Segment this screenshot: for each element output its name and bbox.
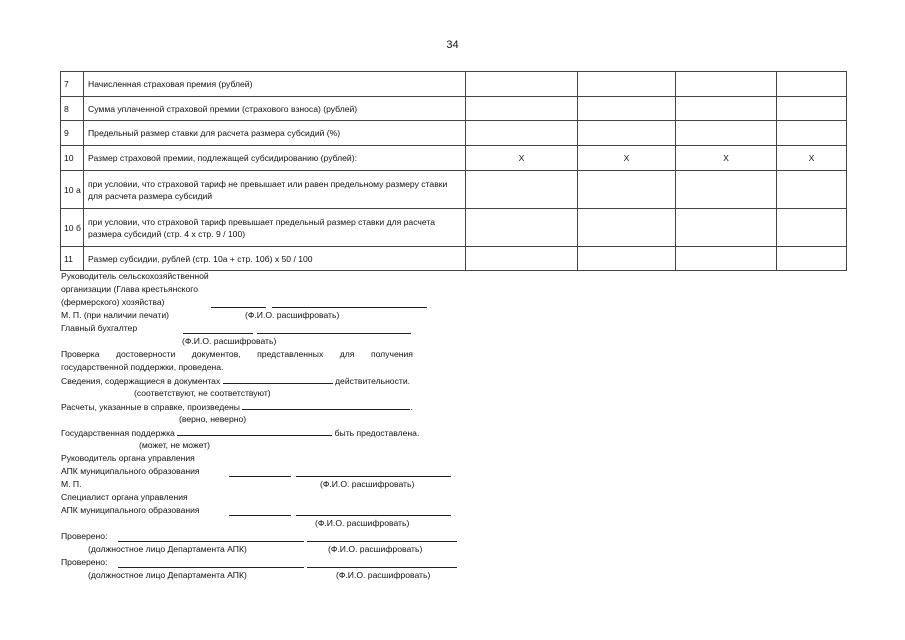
value-cell[interactable] [777,72,847,97]
subsidy-calculation-table [60,71,847,271]
value-cell[interactable] [676,171,777,209]
official-line[interactable] [118,532,304,542]
table-row [61,146,847,171]
row-number: 7 [61,72,84,97]
table-row [61,171,847,209]
value-cell[interactable] [777,247,847,271]
signature-line[interactable] [211,298,266,308]
specialist-label-2: АПК муниципального образования [61,505,200,515]
name-line[interactable] [296,506,451,516]
info-fill-line[interactable] [223,374,333,384]
value-cell[interactable] [777,171,847,209]
value-cell[interactable] [466,121,578,146]
calc-suffix: . [410,402,413,412]
row-label: Размер субсидии, рублей (стр. 10а + стр. 10б) x 50 / 100 [84,247,466,271]
value-cell[interactable] [578,97,676,121]
row-number: 10 [61,146,84,171]
info-hint: (соответствуют, не соответствуют) [134,388,271,398]
value-cell[interactable] [466,247,578,271]
row-label: Размер страховой премии, подлежащей субсидированию (рублей): [84,146,466,171]
name-line[interactable] [257,324,411,334]
value-cell[interactable] [466,72,578,97]
value-cell[interactable] [676,72,777,97]
value-cell[interactable] [676,121,777,146]
calc-hint: (верно, неверно) [179,414,247,424]
row-label: при условии, что страховой тариф превышает предельный размер ставки для расчета размера субсидий (стр. 4 x стр. 9 / 100) [84,209,466,247]
calc-fill-line[interactable] [242,400,413,412]
value-cell[interactable] [777,97,847,121]
apk-head-label-1: Руководитель органа управления [61,453,195,463]
official-line[interactable] [118,558,304,568]
table-row [61,121,847,146]
row-number: 9 [61,121,84,146]
value-cell[interactable] [777,121,847,146]
value-cell[interactable] [578,247,676,271]
value-cell[interactable] [578,121,676,146]
chief-accountant-label: Главный бухгалтер [61,323,138,333]
value-cell[interactable] [578,72,676,97]
fio-hint: (Ф.И.О. расшифровать) [328,544,423,554]
support-hint: (может, не может) [139,440,210,450]
table-row [61,97,847,121]
name-line[interactable] [307,558,457,568]
check-statement-2: государственной поддержки, проведена. [61,362,224,372]
value-cell[interactable] [578,171,676,209]
row-label: Начисленная страховая премия (рублей) [84,72,466,97]
info-label: Сведения, содержащиеся в документах [61,376,221,386]
row-number: 8 [61,97,84,121]
row-label: при условии, что страховой тариф не превышает или равен предельному размеру ставки для расчета размера субсидий [84,171,466,209]
support-fill-line[interactable] [177,426,332,436]
signature-block [61,270,481,582]
checked-label: Проверено: [61,557,108,567]
row-label: Предельный размер ставки для расчета размера субсидий (%) [84,121,466,146]
row-number: 10 а [61,171,84,209]
check-statement: Проверка достоверности документов, представленных для получения [61,349,413,359]
value-cell[interactable] [676,247,777,271]
stamp-label: М. П. [61,479,82,489]
value-cell[interactable] [466,209,578,247]
checked-label: Проверено: [61,531,108,541]
fio-hint: (Ф.И.О. расшифровать) [245,310,340,320]
value-cell[interactable] [676,209,777,247]
page-number: 34 [446,39,459,51]
info-suffix: действительности. [335,376,411,386]
fio-hint: (Ф.И.О. расшифровать) [336,570,431,580]
support-label: Государственная поддержка [61,428,175,438]
row-label: Сумма уплаченной страховой премии (страхового взноса) (рублей) [84,97,466,121]
value-cell[interactable] [466,171,578,209]
table-row [61,72,847,97]
value-cell[interactable]: X [777,146,847,171]
apk-head-label-2: АПК муниципального образования [61,466,200,476]
name-line[interactable] [296,467,451,477]
value-cell[interactable] [466,97,578,121]
head-label-2: организации (Глава крестьянского [61,284,199,294]
fio-hint: (Ф.И.О. расшифровать) [315,518,410,528]
official-hint: (должностное лицо Департамента АПК) [88,544,247,554]
stamp-note: М. П. (при наличии печати) [61,310,169,320]
signature-line[interactable] [229,467,291,477]
official-hint: (должностное лицо Департамента АПК) [88,570,247,580]
head-label-1: Руководитель сельскохозяйственной [61,271,209,281]
value-cell[interactable]: X [578,146,676,171]
row-number: 10 б [61,209,84,247]
name-line[interactable] [272,298,427,308]
fio-hint: (Ф.И.О. расшифровать) [320,479,415,489]
value-cell[interactable]: X [676,146,777,171]
value-cell[interactable]: X [466,146,578,171]
value-cell[interactable] [676,97,777,121]
value-cell[interactable] [578,209,676,247]
name-line[interactable] [307,532,457,542]
calc-label: Расчеты, указанные в справке, произведены [61,402,240,412]
value-cell[interactable] [777,209,847,247]
row-number: 11 [61,247,84,271]
table-row [61,247,847,271]
head-label-3: (фермерского) хозяйства) [61,297,165,307]
signature-line[interactable] [183,324,253,334]
table-row [61,209,847,247]
support-suffix: быть предоставлена. [334,428,420,438]
signature-line[interactable] [229,506,291,516]
specialist-label-1: Специалист органа управления [61,492,188,502]
fio-hint: (Ф.И.О. расшифровать) [182,336,277,346]
